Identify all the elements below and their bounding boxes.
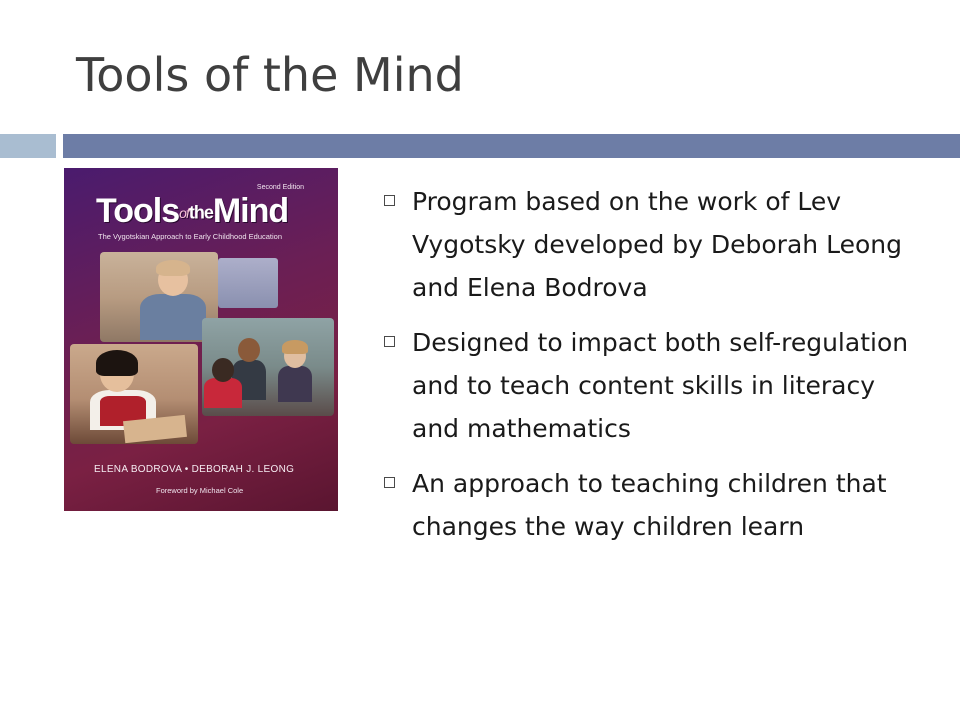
cover-subtitle: The Vygotskian Approach to Early Childhood Education [98,232,283,241]
cover-photo-child-writing [70,344,198,444]
cover-title-word-mind: Mind [212,192,289,230]
hollow-square-icon [384,195,395,206]
cover-title-word-tools: Tools [96,192,180,230]
accent-bar-left [0,134,56,158]
child-figure [156,260,190,276]
book-cover-image [64,168,338,511]
child-figure [204,378,242,408]
child-figure [238,338,260,362]
cover-photo-window [218,258,278,308]
child-figure [96,350,138,376]
cover-foreword: Foreword by Michael Cole [156,486,244,495]
bullet-item [380,321,910,450]
child-figure [282,340,308,354]
accent-bar-right [63,134,960,158]
slide-title: Tools of the Mind [76,48,464,102]
cover-title [96,192,288,231]
bullet-item [380,180,910,309]
cover-authors: ELENA BODROVA • DEBORAH J. LEONG [94,464,295,475]
cover-photo-classroom [202,318,334,416]
child-figure [278,366,312,402]
cover-photo-child-drawing [100,252,218,342]
bullet-text: Designed to impact both self-regulation and to teach content skills in literacy and mathematics [412,328,909,443]
hollow-square-icon [384,336,395,347]
bullet-text: An approach to teaching children that changes the way children learn [412,469,887,541]
cover-title-word-the: the [188,202,213,223]
cover-title-word-of: of [179,205,189,222]
hollow-square-icon [384,477,395,488]
bullet-text: Program based on the work of Lev Vygotsky developed by Deborah Leong and Elena Bodrova [412,187,902,302]
child-figure [212,358,234,382]
child-figure [140,294,206,340]
cover-edition: Second Edition [256,184,304,191]
bullet-list [380,180,910,560]
bullet-item [380,462,910,548]
